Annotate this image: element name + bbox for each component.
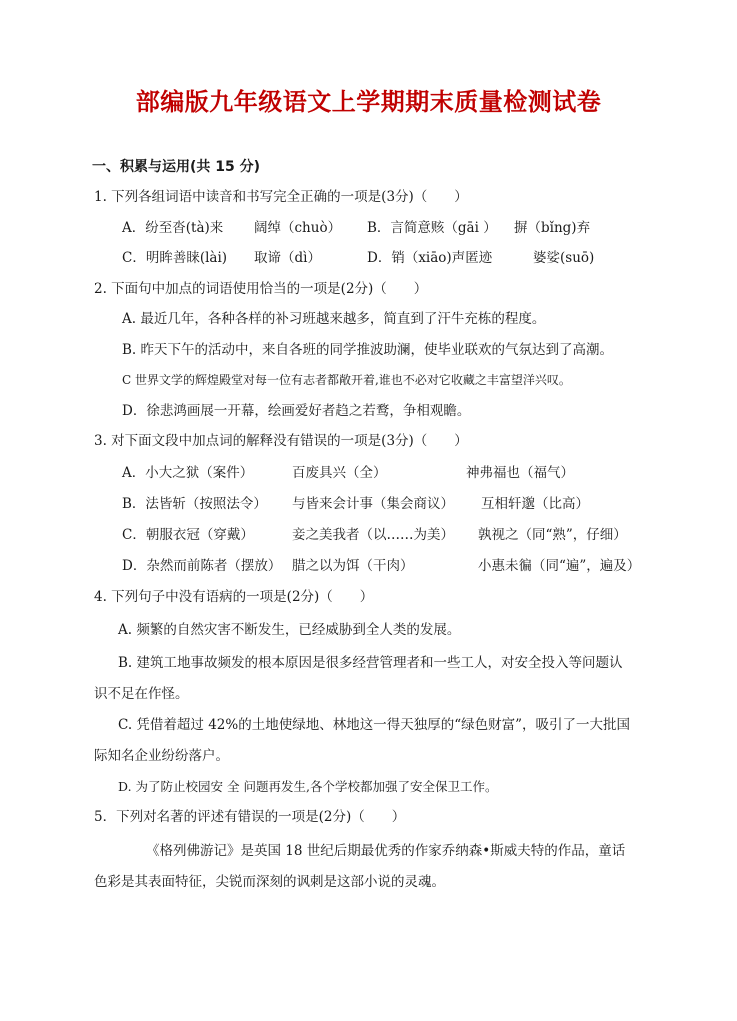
q3-row-b-1: B．法皆斩（按照法令） <box>122 496 267 512</box>
question-3-stem: 3. 对下面文段中加点词的解释没有错误的一项是(3分)（ ） <box>94 433 468 449</box>
q3-row-a-1: A．小大之狱（案件） <box>122 465 254 481</box>
q4-option-c-line2: 际知名企业纷纷落户。 <box>94 748 229 764</box>
q3-row-c-2: 妾之美我者（以……为美） <box>292 527 454 543</box>
q4-option-a: A. 频繁的自然灾害不断发生，已经威胁到全人类的发展。 <box>118 622 461 638</box>
q1-option-b: B．言简意赅（gāi ） <box>367 220 497 236</box>
question-1-stem: 1. 下列各组词语中读音和书写完全正确的一项是(3分)（ ） <box>94 189 468 205</box>
question-5-stem: 5．下列对名著的评述有错误的一项是(2分)（ ） <box>94 809 406 825</box>
q4-option-b-line1: B. 建筑工地事故频发的根本原因是很多经营管理者和一些工人，对安全投入等问题认 <box>118 655 623 671</box>
q1-option-d-extra: 婆娑(suō) <box>533 250 595 266</box>
q1-option-a-extra: 阔绰（chuò） <box>254 220 342 236</box>
q5-paragraph-line2: 色彩是其表面特征，尖锐而深刻的讽刺是这部小说的灵魂。 <box>94 874 445 890</box>
q3-row-d-3: 小惠未徧（同“遍”，遍及） <box>478 558 641 574</box>
q4-option-b-line2: 识不足在作怪。 <box>94 686 189 702</box>
page-title: 部编版九年级语文上学期期末质量检测试卷 <box>135 88 602 116</box>
q1-option-a: A．纷至沓(tà)来 <box>122 220 224 236</box>
q1-option-d: D．销（xiāo)声匿迹 <box>367 250 493 266</box>
q1-option-b-extra: 摒（bǐng)弃 <box>514 220 591 236</box>
q2-option-a: A. 最近几年，各种各样的补习班越来越多，简直到了汗牛充栋的程度。 <box>122 311 546 327</box>
q2-option-c: C 世界文学的辉煌殿堂对每一位有志者都敞开着,谁也不必对它收藏之丰富望洋兴叹。 <box>122 373 571 387</box>
q3-row-a-3: 神弗福也（福气） <box>466 465 574 481</box>
q3-row-b-3: 互相轩邈（比高） <box>481 496 589 512</box>
q4-option-d: D. 为了防止校园安 全 问题再发生,各个学校都加强了安全保卫工作。 <box>118 779 498 794</box>
q3-row-a-2: 百废具兴（全） <box>292 465 387 481</box>
q5-paragraph-line1: 《格列佛游记》是英国 18 世纪后期最优秀的作家乔纳森•斯威夫特的作品，童话 <box>146 843 626 859</box>
q3-row-c-3: 孰视之（同“熟”，仔细） <box>478 527 627 543</box>
q3-row-d-1: D．杂然而前陈者（摆放） <box>122 558 282 574</box>
q3-row-c-1: C．朝服衣冠（穿戴） <box>122 527 254 543</box>
q3-row-b-2: 与皆来会计事（集会商议） <box>292 496 454 512</box>
question-4-stem: 4. 下列句子中没有语病的一项是(2分)（ ） <box>94 589 374 605</box>
q3-row-d-2: 腊之以为饵（干肉） <box>292 558 414 574</box>
q2-option-d: D．徐悲鸿画展一开幕，绘画爱好者趋之若鹜，争相观瞻。 <box>122 403 471 419</box>
section-heading: 一、积累与运用(共 15 分) <box>92 159 261 175</box>
q1-option-c: C．明眸善睐(lài) <box>122 250 228 266</box>
q1-option-c-extra: 取谛（dì） <box>254 250 321 266</box>
q2-option-b: B. 昨天下午的活动中，来自各班的同学推波助澜，使毕业联欢的气氛达到了高潮。 <box>122 342 614 358</box>
q4-option-c-line1: C. 凭借着超过 42%的土地使绿地、林地这一得天独厚的“绿色财富”，吸引了一大批国 <box>118 717 631 733</box>
question-2-stem: 2. 下面句中加点的词语使用恰当的一项是(2分)（ ） <box>94 281 428 297</box>
